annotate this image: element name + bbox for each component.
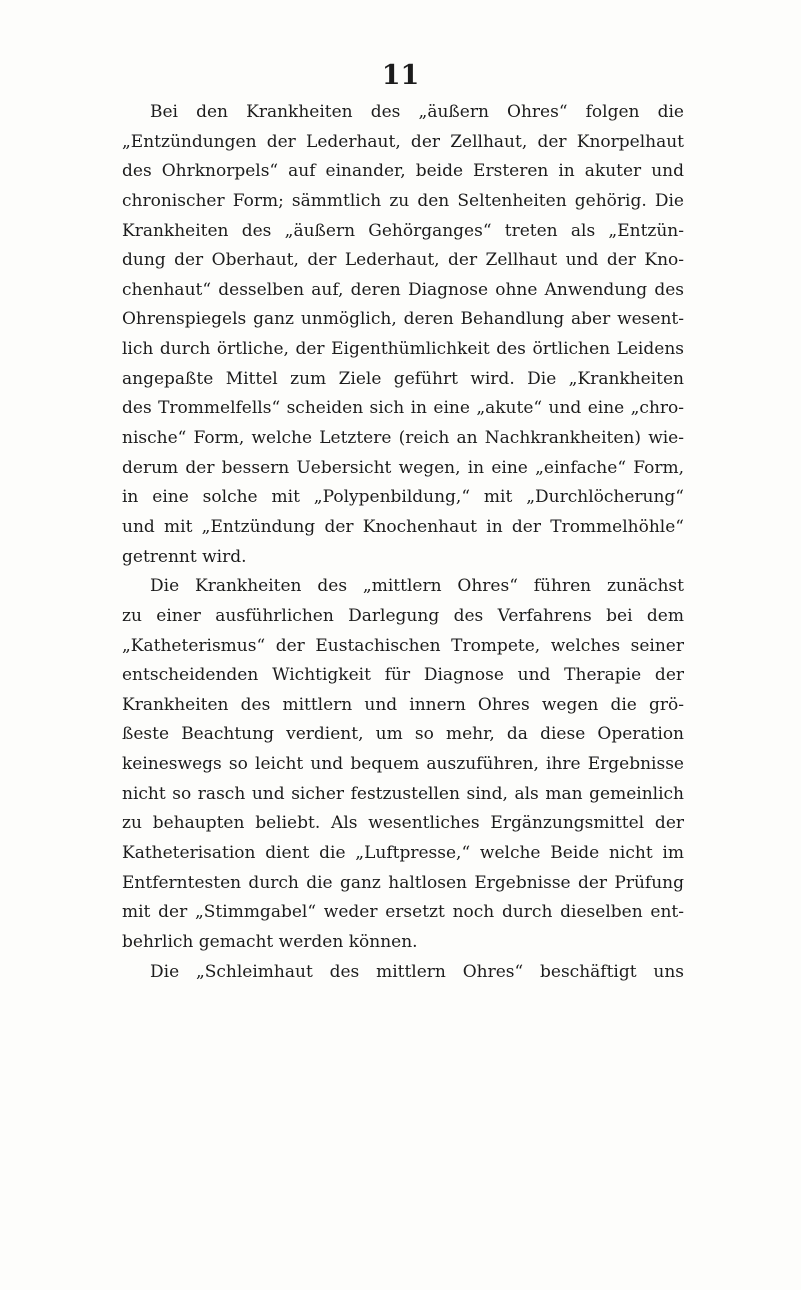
text-line: nicht so rasch und sicher festzustellen sind, als man gemeinlich bbox=[122, 783, 684, 804]
text-line: „Katheterismus“ der Eustachischen Trompete, welches seiner bbox=[122, 635, 684, 656]
text-line: entscheidenden Wichtigkeit für Diagnose und Therapie der bbox=[122, 665, 684, 686]
text-line: chenhaut“ desselben auf, deren Diagnose ohne Anwendung des bbox=[122, 279, 684, 300]
text-line: in eine solche mit „Polypenbildung,“ mit „Durchlöcherung“ bbox=[122, 487, 684, 508]
text-line: und mit „Entzündung der Knochenhaut in der Trommelhöhle“ bbox=[122, 516, 684, 537]
text-line: ßeste Beachtung verdient, um so mehr, da diese Operation bbox=[122, 724, 684, 745]
page-number: 11 bbox=[381, 60, 420, 91]
text-line: „Entzündungen der Lederhaut, der Zellhaut, der Knorpelhaut bbox=[122, 131, 684, 152]
body-text bbox=[122, 98, 684, 987]
text-line: zu behaupten beliebt. Als wesentliches Ergänzungsmittel der bbox=[122, 813, 684, 834]
text-line: getrennt wird. bbox=[122, 546, 247, 567]
text-line: nische“ Form, welche Letztere (reich an Nachkrankheiten) wie- bbox=[122, 428, 684, 449]
text-line: Katheterisation dient die „Luftpresse,“ welche Beide nicht im bbox=[122, 843, 684, 864]
text-line: dung der Oberhaut, der Lederhaut, der Zellhaut und der Kno- bbox=[122, 250, 684, 271]
text-line: Krankheiten des mittlern und innern Ohres wegen die grö- bbox=[122, 694, 684, 715]
text-line: Entferntesten durch die ganz haltlosen Ergebnisse der Prüfung bbox=[122, 872, 684, 893]
text-line: des Ohrknorpels“ auf einander, beide Ersteren in akuter und bbox=[122, 161, 684, 182]
text-line: keineswegs so leicht und bequem auszuführen, ihre Ergebnisse bbox=[122, 754, 684, 775]
text-line: chronischer Form; sämmtlich zu den Seltenheiten gehörig. Die bbox=[122, 190, 684, 211]
text-line: Bei den Krankheiten des „äußern Ohres“ folgen die bbox=[150, 102, 684, 122]
text-line: behrlich gemacht werden können. bbox=[122, 931, 418, 952]
text-line: derum der bessern Uebersicht wegen, in eine „einfache“ Form, bbox=[122, 457, 684, 478]
text-line: zu einer ausführlichen Darlegung des Verfahrens bei dem bbox=[122, 605, 684, 626]
text-line: Krankheiten des „äußern Gehörganges“ treten als „Entzün- bbox=[122, 220, 684, 241]
text-line: Die „Schleimhaut des mittlern Ohres“ beschäftigt uns bbox=[150, 961, 684, 982]
text-line: angepaßte Mittel zum Ziele geführt wird. Die „Krankheiten bbox=[122, 368, 684, 389]
text-line: Ohrenspiegels ganz unmöglich, deren Behandlung aber wesent- bbox=[122, 309, 684, 330]
text-line: des Trommelfells“ scheiden sich in eine „akute“ und eine „chro- bbox=[122, 398, 684, 419]
text-line: lich durch örtliche, der Eigenthümlichkeit des örtlichen Leidens bbox=[122, 339, 684, 360]
text-line: mit der „Stimmgabel“ weder ersetzt noch durch dieselben ent- bbox=[122, 902, 684, 923]
text-line: Die Krankheiten des „mittlern Ohres“ führen zunächst bbox=[150, 576, 684, 597]
